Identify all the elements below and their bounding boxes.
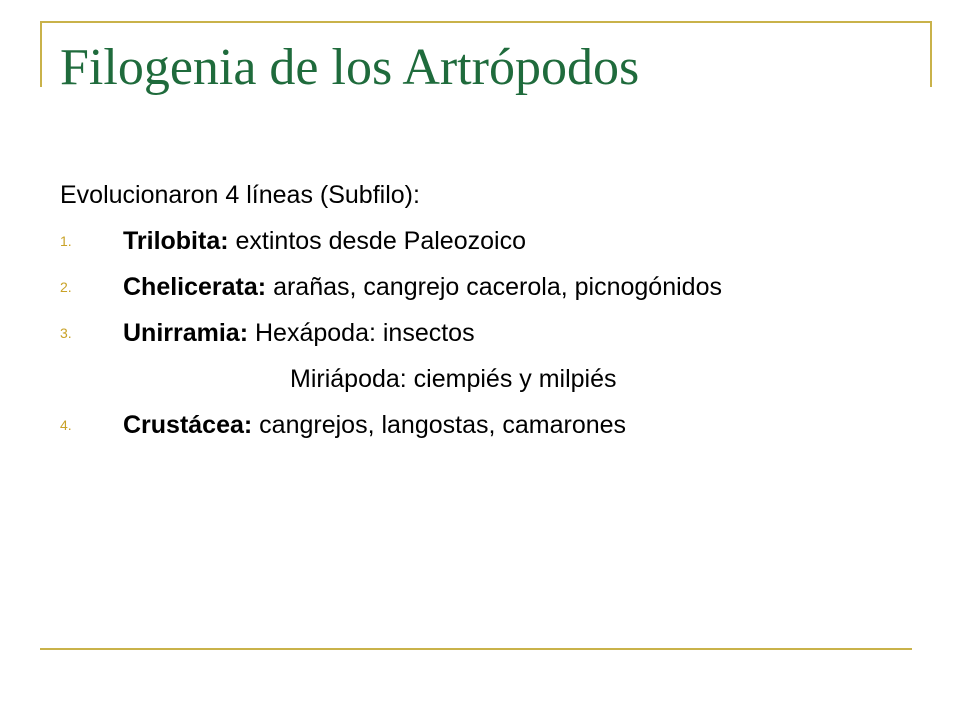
list-number: 2. <box>60 279 72 295</box>
list-number: 3. <box>60 325 72 341</box>
list-number: 1. <box>60 233 72 249</box>
list-item-term: Trilobita: <box>123 227 229 255</box>
list-item-text <box>123 402 626 448</box>
list-item-description: cangrejos, langostas, camarones <box>252 411 627 439</box>
continuation-text: Miriápoda: ciempiés y milpiés <box>290 365 617 393</box>
list-item-term: Crustácea: <box>123 411 253 439</box>
top-right-rule <box>930 21 932 87</box>
list-item-term: Chelicerata: <box>123 273 267 301</box>
list-item-description: Hexápoda: insectos <box>248 319 475 347</box>
list-item-description: arañas, cangrejo cacerola, picnogónidos <box>266 273 722 301</box>
list-item-unirramia <box>60 310 920 356</box>
list-item-description: extintos desde Paleozoico <box>228 227 526 255</box>
slide-title: Filogenia de los Artrópodos <box>60 39 640 96</box>
top-rule <box>40 21 932 23</box>
list-item-continuation <box>60 356 920 402</box>
list-item-text <box>123 264 722 310</box>
intro-text: Evolucionaron 4 líneas (Subfilo): <box>60 181 420 209</box>
list-item-chelicerata <box>60 264 920 310</box>
list-item-trilobita <box>60 218 920 264</box>
list-number: 4. <box>60 417 72 433</box>
bottom-rule <box>40 648 912 650</box>
list-item-text <box>123 310 475 356</box>
list-item-crustacea <box>60 402 920 448</box>
top-left-rule <box>40 21 42 87</box>
list-item-text <box>123 218 526 264</box>
slide-body <box>60 172 920 448</box>
list-item-term: Unirramia: <box>123 319 249 347</box>
